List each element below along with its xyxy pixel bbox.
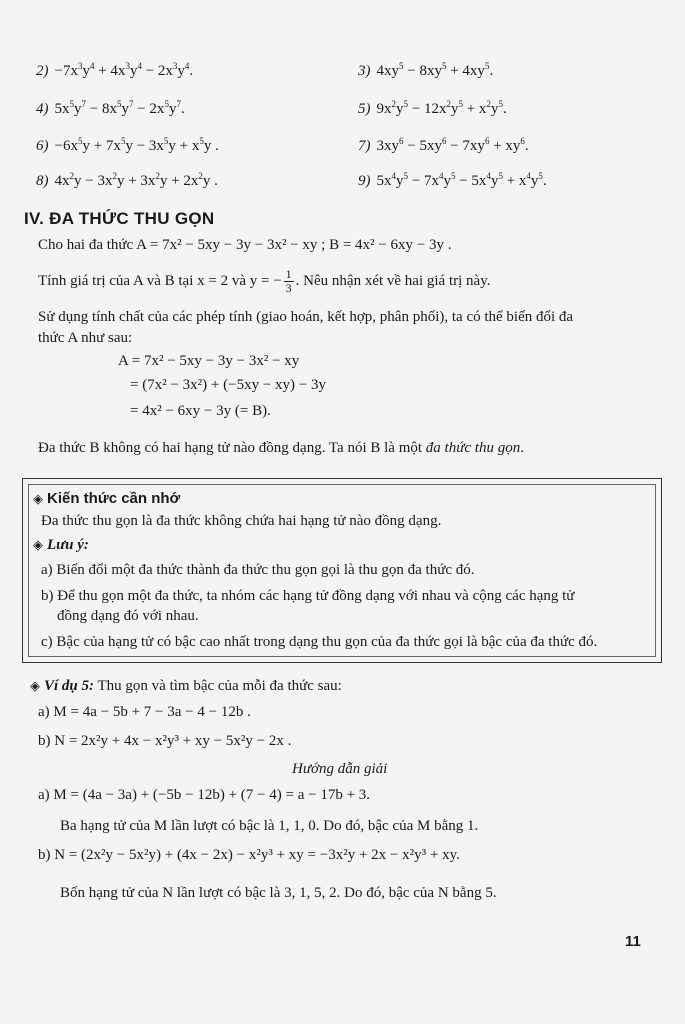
exponent: 5 xyxy=(120,136,126,146)
exponent: 4 xyxy=(526,171,531,181)
exponent: 5 xyxy=(538,171,543,181)
term-text: y xyxy=(443,173,451,189)
term-text: . xyxy=(189,63,194,79)
term-text: y xyxy=(121,101,129,117)
term-text: . xyxy=(180,101,185,117)
transform-line-1: Sử dụng tính chất của các phép tính (giao hoán, kết hợp, phân phối), ta có thể biến đổi đa xyxy=(38,309,574,325)
derivation-line-3: = 4x² − 6xy − 3y (= B). xyxy=(130,403,271,419)
knowledge-box-title: ◈ Kiến thức cần nhớ xyxy=(33,490,181,507)
exponent: 4 xyxy=(137,61,142,71)
term-text: y + 2x xyxy=(159,173,199,189)
exercise-5 xyxy=(358,100,507,120)
term-text: y xyxy=(82,63,90,79)
term-text: . xyxy=(542,173,547,189)
term-text: 3xy xyxy=(376,138,399,154)
exponent: 4 xyxy=(391,171,396,181)
section-heading: IV. ĐA THỨC THU GỌN xyxy=(24,209,215,228)
exercise-2 xyxy=(36,62,193,82)
example-prompt: Thu gọn và tìm bậc của mỗi đa thức sau: xyxy=(94,678,342,694)
exponent: 6 xyxy=(441,136,447,146)
term-text: y xyxy=(490,101,499,117)
term-text: y xyxy=(74,101,82,117)
example-part-b: b) N = 2x²y + 4x − x²y³ + xy − 5x²y − 2x . xyxy=(38,733,292,749)
solution-b: b) N = (2x²y − 5x²y) + (4x − 2x) − x²y³ + xy = −3x²y + 2x − x²y³ + xy. xyxy=(38,847,460,863)
exponent: 2 xyxy=(112,171,117,181)
term-text: + x xyxy=(462,101,487,117)
exercise-number: 9) xyxy=(358,173,371,189)
knowledge-definition: Đa thức thu gọn là đa thức không chứa hai hạng tử nào đồng dạng. xyxy=(41,513,442,529)
conclusion-text: Đa thức B không có hai hạng tử nào đồng dạng. Ta nói B là một xyxy=(38,440,426,456)
exponent: 5 xyxy=(77,136,83,146)
conclusion-term: đa thức thu gọn xyxy=(425,440,521,456)
diamond-icon: ◈ xyxy=(30,679,40,694)
term-text: . xyxy=(489,63,494,79)
note-b-line-1: b) Để thu gọn một đa thức, ta nhóm các hạng tử đồng dạng với nhau và cộng các hạng tử xyxy=(41,588,575,604)
solution-a-note: Ba hạng tử của M lần lượt có bậc là 1, 1, 0. Do đó, bậc của M bằng 1. xyxy=(60,818,479,834)
exponent: 4 xyxy=(438,171,444,181)
term-text: y xyxy=(396,101,404,117)
conclusion-end: . xyxy=(520,440,524,456)
exponent: 7 xyxy=(128,99,134,109)
exponent: 5 xyxy=(69,99,74,109)
exercise-number: 6) xyxy=(36,138,49,154)
solution-a: a) M = (4a − 3a) + (−5b − 12b) + (7 − 4) = a − 17b + 3. xyxy=(38,787,371,803)
term-text: 5x xyxy=(376,173,392,189)
exponent: 7 xyxy=(81,99,86,109)
term-text: 5x xyxy=(54,101,70,117)
exponent: 5 xyxy=(163,136,169,146)
example-part-a: a) M = 4a − 5b + 7 − 3a − 4 − 12b . xyxy=(38,704,251,720)
exponent: 5 xyxy=(164,99,169,109)
exponent: 5 xyxy=(399,61,404,71)
derivation-line-2: = (7x² − 3x²) + (−5xy − xy) − 3y xyxy=(130,377,326,393)
exponent: 2 xyxy=(391,99,396,109)
exponent: 3 xyxy=(172,61,178,71)
exponent: 3 xyxy=(77,61,83,71)
fraction xyxy=(284,268,294,295)
exponent: 6 xyxy=(399,136,404,146)
note-c: c) Bậc của hạng tử có bậc cao nhất trong dạng thu gọn của đa thức gọi là bậc của đa thức đó. xyxy=(41,634,598,650)
term-text: − 7xy xyxy=(446,138,485,154)
term-text: + 4x xyxy=(94,63,126,79)
exponent: 5 xyxy=(441,61,447,71)
exponent: 5 xyxy=(450,171,456,181)
term-text: y xyxy=(396,173,404,189)
exponent: 4 xyxy=(184,61,190,71)
term-text: − 2x xyxy=(141,63,173,79)
exercise-number: 4) xyxy=(36,101,49,117)
exponent: 4 xyxy=(89,61,95,71)
term-text: −6x xyxy=(54,138,78,154)
solution-b-note: Bốn hạng tử của N lần lượt có bậc là 3, 1, 5, 2. Do đó, bậc của N bằng 5. xyxy=(60,885,497,901)
fraction-denominator: 3 xyxy=(285,281,292,296)
exponent: 5 xyxy=(116,99,122,109)
term-text: y − 3x xyxy=(125,138,164,154)
term-text: y xyxy=(168,101,177,117)
task-line xyxy=(38,268,490,295)
exponent: 5 xyxy=(403,99,408,109)
term-text: y xyxy=(450,101,459,117)
term-text: − 7x xyxy=(408,173,439,189)
term-text: + x xyxy=(502,173,527,189)
exercise-number: 7) xyxy=(358,138,371,154)
term-text: − 8x xyxy=(86,101,117,117)
exercise-9 xyxy=(358,172,547,192)
example-label: Ví dụ 5: xyxy=(44,678,95,694)
term-text: y xyxy=(129,63,138,79)
exponent: 2 xyxy=(155,171,160,181)
derivation-line-1: A = 7x² − 5xy − 3y − 3x² − xy xyxy=(118,353,300,369)
term-text: − 5x xyxy=(455,173,487,189)
diamond-icon: ◈ xyxy=(33,492,43,507)
guide-heading: Hướng dẫn giải xyxy=(292,761,388,777)
task-text: Tính giá trị của A và B tại x = 2 và y = − xyxy=(38,273,282,290)
exercise-number: 5) xyxy=(358,101,371,117)
knowledge-box xyxy=(22,478,662,663)
example-heading xyxy=(30,677,342,697)
term-text: y . xyxy=(203,138,219,154)
exponent: 2 xyxy=(446,99,451,109)
term-text: + 4xy xyxy=(446,63,485,79)
term-text: + xy xyxy=(489,138,521,154)
conclusion-line xyxy=(38,439,524,459)
exponent: 5 xyxy=(458,99,463,109)
exercise-3 xyxy=(358,62,493,82)
term-text: 4x xyxy=(54,173,70,189)
page-number: 11 xyxy=(625,933,641,950)
term-text: − 8xy xyxy=(403,63,442,79)
term-text: y + x xyxy=(168,138,200,154)
exponent: 6 xyxy=(520,136,525,146)
term-text: y xyxy=(530,173,539,189)
term-text: y − 3x xyxy=(74,173,113,189)
term-text: y . xyxy=(202,173,218,189)
exercise-6 xyxy=(36,137,219,157)
exponent: 2 xyxy=(486,99,491,109)
term-text: y + 7x xyxy=(82,138,121,154)
term-text: −7x xyxy=(54,63,78,79)
exercise-7 xyxy=(358,137,529,157)
term-text: y xyxy=(490,173,499,189)
exercise-number: 2) xyxy=(36,63,49,79)
exponent: 3 xyxy=(125,61,130,71)
exercise-number: 3) xyxy=(358,63,371,79)
term-text: . xyxy=(502,101,507,117)
note-a: a) Biến đổi một đa thức thành đa thức thu gọn gọi là thu gọn đa thức đó. xyxy=(41,562,475,578)
term-text: y xyxy=(177,63,185,79)
note-title: ◈ Lưu ý: xyxy=(33,537,89,553)
transform-line-2: thức A như sau: xyxy=(38,330,133,346)
exercise-8 xyxy=(36,172,218,192)
term-text: . xyxy=(524,138,529,154)
exponent: 5 xyxy=(498,171,503,181)
exponent: 7 xyxy=(176,99,181,109)
term-text: − 2x xyxy=(133,101,165,117)
exponent: 6 xyxy=(484,136,490,146)
fraction-numerator: 1 xyxy=(285,267,292,281)
exercise-4 xyxy=(36,100,185,120)
exercise-number: 8) xyxy=(36,173,49,189)
term-text: 4xy xyxy=(376,63,399,79)
term-text: y + 3x xyxy=(116,173,156,189)
exponent: 2 xyxy=(198,171,203,181)
exponent: 5 xyxy=(498,99,503,109)
term-text: − 5xy xyxy=(403,138,442,154)
exponent: 5 xyxy=(403,171,408,181)
diamond-icon: ◈ xyxy=(33,538,43,553)
exponent: 5 xyxy=(484,61,490,71)
term-text: 9x xyxy=(376,101,392,117)
intro-line: Cho hai đa thức A = 7x² − 5xy − 3y − 3x² − xy ; B = 4x² − 6xy − 3y . xyxy=(38,237,452,253)
exponent: 2 xyxy=(69,171,74,181)
term-text: − 12x xyxy=(408,101,447,117)
exponent: 5 xyxy=(199,136,204,146)
note-b-line-2: đồng dạng đó với nhau. xyxy=(57,608,199,624)
exponent: 4 xyxy=(486,171,491,181)
task-text-end: . Nêu nhận xét về hai giá trị này. xyxy=(295,273,491,290)
